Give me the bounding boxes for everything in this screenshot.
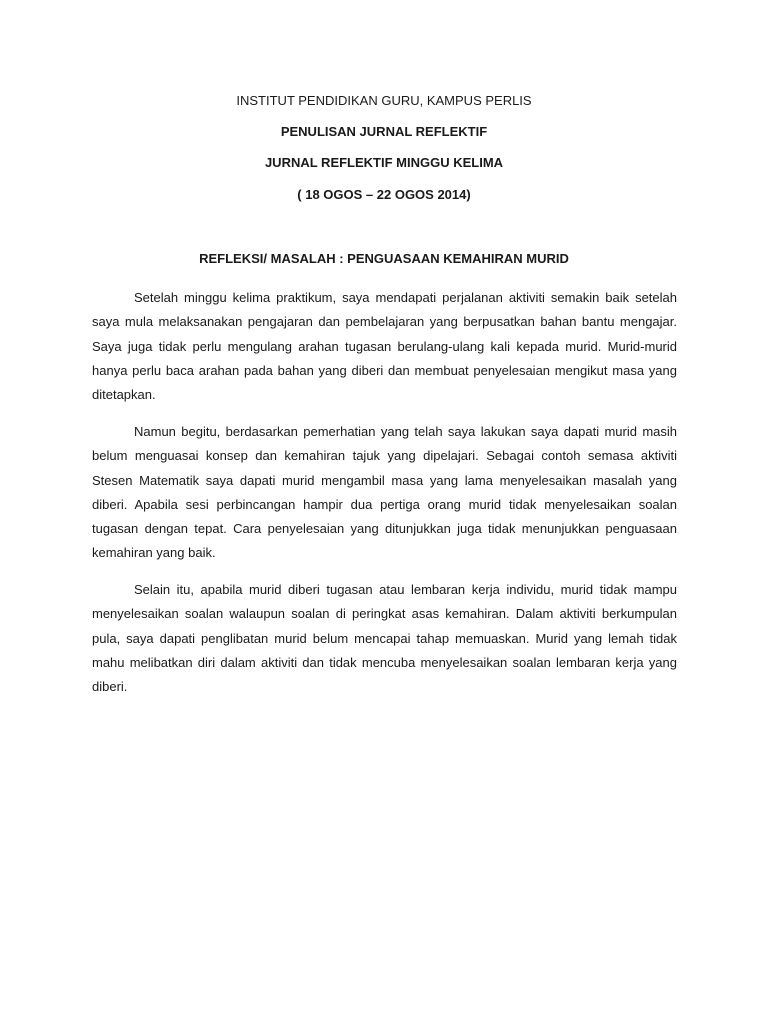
document-title: PENULISAN JURNAL REFLEKTIF <box>280 124 488 139</box>
date-range: ( 18 OGOS – 22 OGOS 2014) <box>297 187 471 202</box>
document-subtitle: JURNAL REFLEKTIF MINGGU KELIMA <box>264 155 504 170</box>
paragraph-3: Selain itu, apabila murid diberi tugasan atau lembaran kerja individu, murid tidak mampu menyelesaikan soalan walaupun soalan di peringkat asas kemahiran. Dalam aktiviti berkumpulan pula, saya dapati penglibatan murid belum mencapai tahap memuaskan. Murid yang lemah tidak mahu melibatkan diri dalam aktiviti dan tidak mencuba menyelesaikan soalan lembaran kerja yang diberi. <box>92 582 677 695</box>
paragraph-2: Namun begitu, berdasarkan pemerhatian yang telah saya lakukan saya dapati murid masih belum menguasai konsep dan kemahiran tajuk yang dipelajari. Sebagai contoh semasa aktiviti Stesen Matematik saya dapati murid mengambil masa yang lama menyelesaikan masalah yang diberi. Apabila sesi perbincangan hampir dua pertiga orang murid tidak menyelesaikan soalan tugasan dengan tepat. Cara penyelesaian yang ditunjukkan juga tidak menunjukkan penguasaan kemahiran yang baik. <box>92 424 677 561</box>
paragraph-1: Setelah minggu kelima praktikum, saya mendapati perjalanan aktiviti semakin baik setelah saya mula melaksanakan pengajaran dan pembelajaran yang berpusatkan bahan bantu mengajar. Saya juga tidak perlu mengulang arahan tugasan berulang-ulang kali kepada murid. Murid-murid hanya perlu baca arahan pada bahan yang diberi dan membuat penyelesaian mengikut masa yang ditetapkan. <box>92 290 677 403</box>
institution-name: INSTITUT PENDIDIKAN GURU, KAMPUS PERLIS <box>236 93 532 108</box>
section-heading: REFLEKSI/ MASALAH : PENGUASAAN KEMAHIRAN MURID <box>199 251 569 266</box>
